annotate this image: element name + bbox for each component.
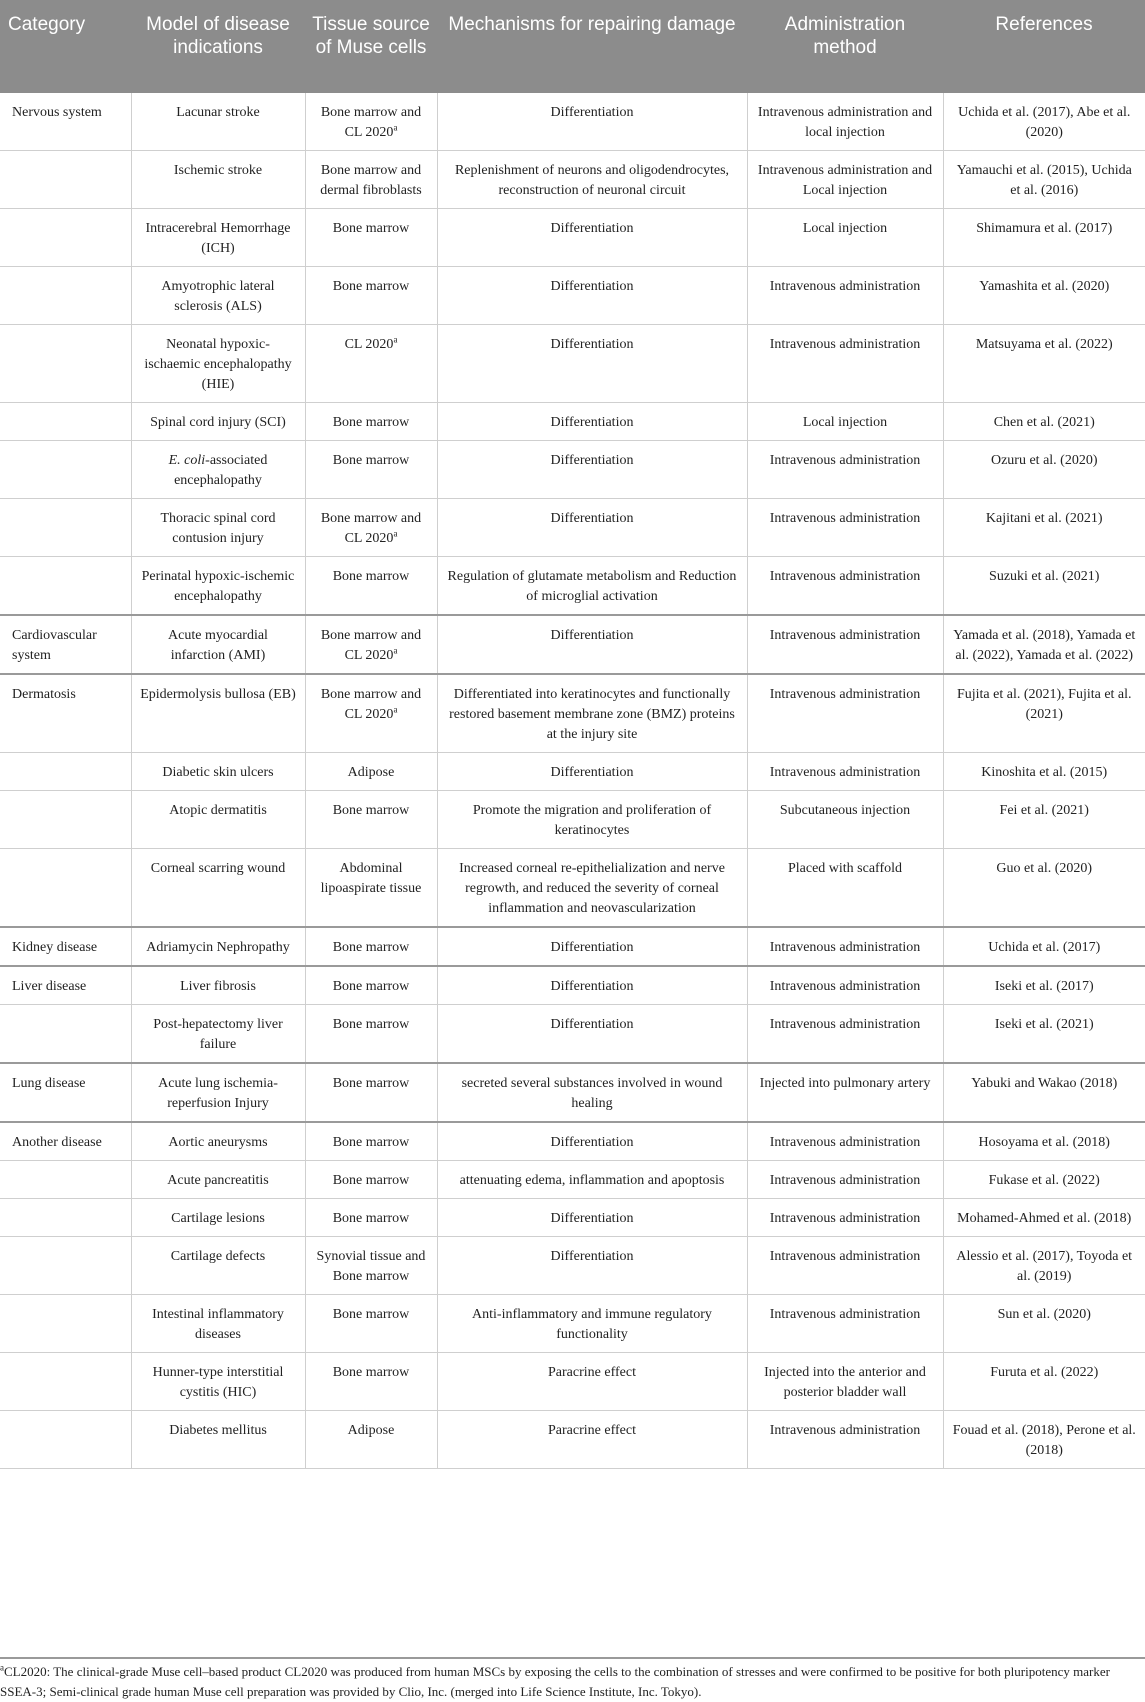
method-cell: Subcutaneous injection — [747, 791, 943, 849]
mechanism-cell: Promote the migration and proliferation of keratinocytes — [437, 791, 747, 849]
method-cell: Intravenous administration — [747, 966, 943, 1005]
source-cell — [305, 966, 437, 1005]
mechanism-cell: Paracrine effect — [437, 1353, 747, 1411]
model-text: Corneal scarring wound — [150, 861, 286, 876]
mechanism-cell: Differentiation — [437, 325, 747, 403]
table-row — [0, 1005, 1145, 1064]
references-cell: Iseki et al. (2021) — [943, 1005, 1145, 1064]
table-row — [0, 1353, 1145, 1411]
model-text: Diabetes mellitus — [169, 1423, 267, 1438]
category-cell — [0, 753, 131, 791]
category-cell — [0, 557, 131, 616]
category-cell — [0, 403, 131, 441]
mechanism-cell: Paracrine effect — [437, 1411, 747, 1469]
model-text: Spinal cord injury (SCI) — [150, 415, 286, 430]
model-text: Hunner-type interstitial cystitis (HIC) — [152, 1365, 284, 1400]
source-text: Adipose — [347, 765, 395, 780]
table-row — [0, 791, 1145, 849]
method-cell: Placed with scaffold — [747, 849, 943, 928]
source-text: Bone marrow — [332, 453, 410, 468]
category-cell — [0, 325, 131, 403]
mechanism-cell: Differentiation — [437, 1199, 747, 1237]
references-cell: Chen et al. (2021) — [943, 403, 1145, 441]
model-text: Liver fibrosis — [180, 979, 256, 994]
mechanism-cell: Differentiated into keratinocytes and functionally restored basement membrane zone (BMZ) proteins at the injury site — [437, 674, 747, 753]
table-row — [0, 1161, 1145, 1199]
model-cell — [131, 267, 305, 325]
mechanism-cell: Differentiation — [437, 615, 747, 674]
table-row — [0, 441, 1145, 499]
category-cell — [0, 499, 131, 557]
footnote — [0, 1657, 1145, 1702]
model-cell — [131, 674, 305, 753]
mechanism-cell: Differentiation — [437, 403, 747, 441]
footnote-marker: a — [393, 645, 398, 656]
source-text: Bone marrow — [332, 1365, 410, 1380]
source-text: Bone marrow — [332, 221, 410, 236]
references-cell: Ozuru et al. (2020) — [943, 441, 1145, 499]
mechanism-cell: Differentiation — [437, 1237, 747, 1295]
references-cell: Uchida et al. (2017), Abe et al. (2020) — [943, 93, 1145, 151]
source-cell — [305, 1353, 437, 1411]
references-cell: Hosoyama et al. (2018) — [943, 1122, 1145, 1161]
source-text: Bone marrow — [332, 1173, 410, 1188]
model-text: Post-hepatectomy liver failure — [153, 1017, 283, 1052]
source-cell — [305, 1122, 437, 1161]
model-text: Cartilage defects — [170, 1249, 266, 1264]
method-cell: Intravenous administration — [747, 1295, 943, 1353]
source-cell — [305, 267, 437, 325]
mechanism-cell: Differentiation — [437, 1122, 747, 1161]
method-cell: Intravenous administration — [747, 1161, 943, 1199]
references-cell: Kajitani et al. (2021) — [943, 499, 1145, 557]
method-cell: Intravenous administration — [747, 441, 943, 499]
model-cell — [131, 1161, 305, 1199]
category-cell — [0, 1199, 131, 1237]
source-cell — [305, 441, 437, 499]
table-row — [0, 209, 1145, 267]
references-cell: Fukase et al. (2022) — [943, 1161, 1145, 1199]
source-text: Synovial tissue and Bone marrow — [316, 1249, 426, 1284]
source-text: Bone marrow — [332, 1135, 410, 1150]
source-cell — [305, 209, 437, 267]
references-cell: Matsuyama et al. (2022) — [943, 325, 1145, 403]
references-cell: Shimamura et al. (2017) — [943, 209, 1145, 267]
category-cell — [0, 1411, 131, 1469]
model-cell — [131, 403, 305, 441]
references-cell: Alessio et al. (2017), Toyoda et al. (2019) — [943, 1237, 1145, 1295]
table-body — [0, 93, 1145, 1469]
model-cell — [131, 441, 305, 499]
mechanism-cell: Anti-inflammatory and immune regulatory functionality — [437, 1295, 747, 1353]
mechanism-cell: Differentiation — [437, 267, 747, 325]
method-cell: Intravenous administration — [747, 1237, 943, 1295]
model-cell — [131, 1353, 305, 1411]
category-cell — [0, 1295, 131, 1353]
footnote-marker: a — [393, 528, 398, 539]
method-cell: Intravenous administration — [747, 325, 943, 403]
source-cell — [305, 1161, 437, 1199]
model-cell — [131, 753, 305, 791]
references-cell: Uchida et al. (2017) — [943, 927, 1145, 966]
method-cell: Intravenous administration — [747, 753, 943, 791]
source-cell — [305, 674, 437, 753]
header-method: Administration method — [747, 0, 943, 93]
method-cell: Intravenous administration — [747, 615, 943, 674]
references-cell: Fouad et al. (2018), Perone et al. (2018) — [943, 1411, 1145, 1469]
category-cell — [0, 849, 131, 928]
model-text: Cartilage lesions — [171, 1211, 265, 1226]
model-text: Adriamycin Nephropathy — [146, 940, 290, 955]
model-text: Lacunar stroke — [176, 105, 260, 120]
method-cell: Intravenous administration — [747, 674, 943, 753]
source-text: Bone marrow — [332, 279, 410, 294]
table-row — [0, 325, 1145, 403]
references-cell: Yamada et al. (2018), Yamada et al. (2022), Yamada et al. (2022) — [943, 615, 1145, 674]
source-cell — [305, 1005, 437, 1064]
category-cell: Nervous system — [0, 93, 131, 151]
footnote-mark: a — [0, 1662, 4, 1673]
method-cell: Intravenous administration — [747, 1411, 943, 1469]
category-cell — [0, 267, 131, 325]
table-row — [0, 1411, 1145, 1469]
table-row — [0, 403, 1145, 441]
references-cell: Fujita et al. (2021), Fujita et al. (2021) — [943, 674, 1145, 753]
source-text: Bone marrow — [332, 569, 410, 584]
model-text: Ischemic stroke — [173, 163, 263, 178]
source-text: Bone marrow — [332, 1017, 410, 1032]
model-cell — [131, 93, 305, 151]
source-text: Bone marrow and CL 2020 — [320, 628, 422, 663]
model-text: Perinatal hypoxic-ischemic encephalopathy — [141, 569, 295, 604]
mechanism-cell: Differentiation — [437, 209, 747, 267]
mechanism-cell: secreted several substances involved in wound healing — [437, 1063, 747, 1122]
references-cell: Sun et al. (2020) — [943, 1295, 1145, 1353]
model-text: Acute lung ischemia-reperfusion Injury — [158, 1076, 278, 1111]
model-cell — [131, 849, 305, 928]
source-text: Bone marrow and CL 2020 — [320, 511, 422, 546]
table-row — [0, 1237, 1145, 1295]
source-cell — [305, 1295, 437, 1353]
source-cell — [305, 325, 437, 403]
table-row — [0, 93, 1145, 151]
mechanism-cell: Regulation of glutamate metabolism and Reduction of microglial activation — [437, 557, 747, 616]
table-row — [0, 615, 1145, 674]
source-text: Bone marrow — [332, 940, 410, 955]
category-cell: Dermatosis — [0, 674, 131, 753]
mechanism-cell: Differentiation — [437, 1005, 747, 1064]
model-cell — [131, 151, 305, 209]
model-text: Atopic dermatitis — [169, 803, 267, 818]
model-cell — [131, 1063, 305, 1122]
category-cell: Lung disease — [0, 1063, 131, 1122]
references-cell: Yamashita et al. (2020) — [943, 267, 1145, 325]
method-cell: Intravenous administration — [747, 557, 943, 616]
method-cell: Intravenous administration and Local injection — [747, 151, 943, 209]
method-cell: Local injection — [747, 209, 943, 267]
category-cell: Kidney disease — [0, 927, 131, 966]
table-row — [0, 674, 1145, 753]
method-cell: Intravenous administration — [747, 499, 943, 557]
source-cell — [305, 1237, 437, 1295]
category-cell: Cardiovascular system — [0, 615, 131, 674]
model-cell — [131, 1122, 305, 1161]
references-cell: Mohamed-Ahmed et al. (2018) — [943, 1199, 1145, 1237]
table-row — [0, 499, 1145, 557]
references-cell: Kinoshita et al. (2015) — [943, 753, 1145, 791]
mechanism-cell: Differentiation — [437, 499, 747, 557]
model-cell — [131, 325, 305, 403]
model-text: -associated encephalopathy — [174, 453, 268, 488]
category-cell — [0, 791, 131, 849]
source-text: Bone marrow — [332, 803, 410, 818]
table-row — [0, 1063, 1145, 1122]
source-cell — [305, 1411, 437, 1469]
table-row — [0, 1295, 1145, 1353]
references-cell: Furuta et al. (2022) — [943, 1353, 1145, 1411]
mechanism-cell: Differentiation — [437, 93, 747, 151]
category-cell — [0, 209, 131, 267]
references-cell: Yabuki and Wakao (2018) — [943, 1063, 1145, 1122]
model-text: Intestinal inflammatory diseases — [152, 1307, 284, 1342]
references-cell: Guo et al. (2020) — [943, 849, 1145, 928]
source-cell — [305, 849, 437, 928]
header-model: Model of disease indications — [131, 0, 305, 93]
model-cell — [131, 927, 305, 966]
references-cell: Fei et al. (2021) — [943, 791, 1145, 849]
references-cell: Iseki et al. (2017) — [943, 966, 1145, 1005]
header-row — [0, 0, 1145, 93]
mechanism-cell: Differentiation — [437, 966, 747, 1005]
model-text: Diabetic skin ulcers — [162, 765, 274, 780]
mechanism-cell: Increased corneal re-epithelialization and nerve regrowth, and reduced the severity of corneal inflammation and neovascularization — [437, 849, 747, 928]
method-cell: Intravenous administration — [747, 267, 943, 325]
model-text: Aortic aneurysms — [168, 1135, 268, 1150]
source-text: CL 2020 — [344, 337, 394, 352]
category-cell: Liver disease — [0, 966, 131, 1005]
model-text: Epidermolysis bullosa (EB) — [140, 687, 296, 702]
references-cell: Yamauchi et al. (2015), Uchida et al. (2016) — [943, 151, 1145, 209]
model-cell — [131, 499, 305, 557]
footnote-marker: a — [393, 122, 398, 133]
model-text: Amyotrophic lateral sclerosis (ALS) — [161, 279, 275, 314]
model-cell — [131, 1005, 305, 1064]
model-cell — [131, 1237, 305, 1295]
model-cell — [131, 966, 305, 1005]
source-cell — [305, 1063, 437, 1122]
method-cell: Intravenous administration — [747, 1122, 943, 1161]
category-cell — [0, 1005, 131, 1064]
model-cell — [131, 791, 305, 849]
method-cell: Injected into pulmonary artery — [747, 1063, 943, 1122]
category-cell — [0, 441, 131, 499]
table-row — [0, 1122, 1145, 1161]
header-mechanism: Mechanisms for repairing damage — [437, 0, 747, 93]
source-cell — [305, 753, 437, 791]
table-row — [0, 1199, 1145, 1237]
source-text: Bone marrow and dermal fibroblasts — [320, 163, 422, 198]
method-cell: Intravenous administration — [747, 1199, 943, 1237]
source-text: Bone marrow — [332, 1307, 410, 1322]
category-cell — [0, 1161, 131, 1199]
source-cell — [305, 151, 437, 209]
source-text: Bone marrow and CL 2020 — [320, 105, 422, 140]
category-cell: Another disease — [0, 1122, 131, 1161]
source-cell — [305, 93, 437, 151]
footnote-text: CL2020: The clinical-grade Muse cell–based product CL2020 was produced from human MSCs by exposing the cells to the combination of stresses and were confirmed to be positive for both pluripotency marker SSEA-3; Semi-clinical grade human Muse cell preparation was provided by Clio, Inc. (merged into Life Science Institute, Inc. Tokyo). — [0, 1664, 1110, 1699]
mechanism-cell: Differentiation — [437, 753, 747, 791]
source-text: Adipose — [347, 1423, 395, 1438]
method-cell: Intravenous administration — [747, 927, 943, 966]
mechanism-cell: attenuating edema, inflammation and apoptosis — [437, 1161, 747, 1199]
source-text: Bone marrow and CL 2020 — [320, 687, 422, 722]
footnote-marker: a — [393, 334, 398, 345]
model-text: Acute myocardial infarction (AMI) — [168, 628, 268, 663]
table-row — [0, 927, 1145, 966]
source-cell — [305, 927, 437, 966]
table-row — [0, 753, 1145, 791]
model-cell — [131, 1199, 305, 1237]
model-cell — [131, 1295, 305, 1353]
table-row — [0, 966, 1145, 1005]
source-cell — [305, 615, 437, 674]
table-row — [0, 151, 1145, 209]
category-cell — [0, 1237, 131, 1295]
mechanism-cell: Differentiation — [437, 927, 747, 966]
model-text: Intracerebral Hemorrhage (ICH) — [145, 221, 291, 256]
source-cell — [305, 499, 437, 557]
model-cell — [131, 209, 305, 267]
source-cell — [305, 557, 437, 616]
source-cell — [305, 791, 437, 849]
source-text: Bone marrow — [332, 415, 410, 430]
model-text: Thoracic spinal cord contusion injury — [160, 511, 276, 546]
source-text: Bone marrow — [332, 1076, 410, 1091]
model-cell — [131, 615, 305, 674]
header-references: References — [943, 0, 1145, 93]
method-cell: Intravenous administration and local injection — [747, 93, 943, 151]
mechanism-cell: Differentiation — [437, 441, 747, 499]
method-cell: Injected into the anterior and posterior bladder wall — [747, 1353, 943, 1411]
model-text: Acute pancreatitis — [167, 1173, 269, 1188]
header-source: Tissue source of Muse cells — [305, 0, 437, 93]
source-cell — [305, 1199, 437, 1237]
model-cell — [131, 557, 305, 616]
source-text: Abdominal lipoaspirate tissue — [320, 861, 422, 896]
source-text: Bone marrow — [332, 1211, 410, 1226]
category-cell — [0, 151, 131, 209]
category-cell — [0, 1353, 131, 1411]
table-row — [0, 557, 1145, 616]
method-cell: Intravenous administration — [747, 1005, 943, 1064]
model-text: Neonatal hypoxic-ischaemic encephalopathy (HIE) — [144, 337, 292, 392]
table-row — [0, 267, 1145, 325]
footnote-marker: a — [393, 704, 398, 715]
references-cell: Suzuki et al. (2021) — [943, 557, 1145, 616]
method-cell: Local injection — [747, 403, 943, 441]
header-category: Category — [0, 0, 131, 93]
source-cell — [305, 403, 437, 441]
model-italic-text: E. coli — [168, 453, 206, 468]
table-row — [0, 849, 1145, 928]
model-cell — [131, 1411, 305, 1469]
source-text: Bone marrow — [332, 979, 410, 994]
mechanism-cell: Replenishment of neurons and oligodendrocytes, reconstruction of neuronal circuit — [437, 151, 747, 209]
